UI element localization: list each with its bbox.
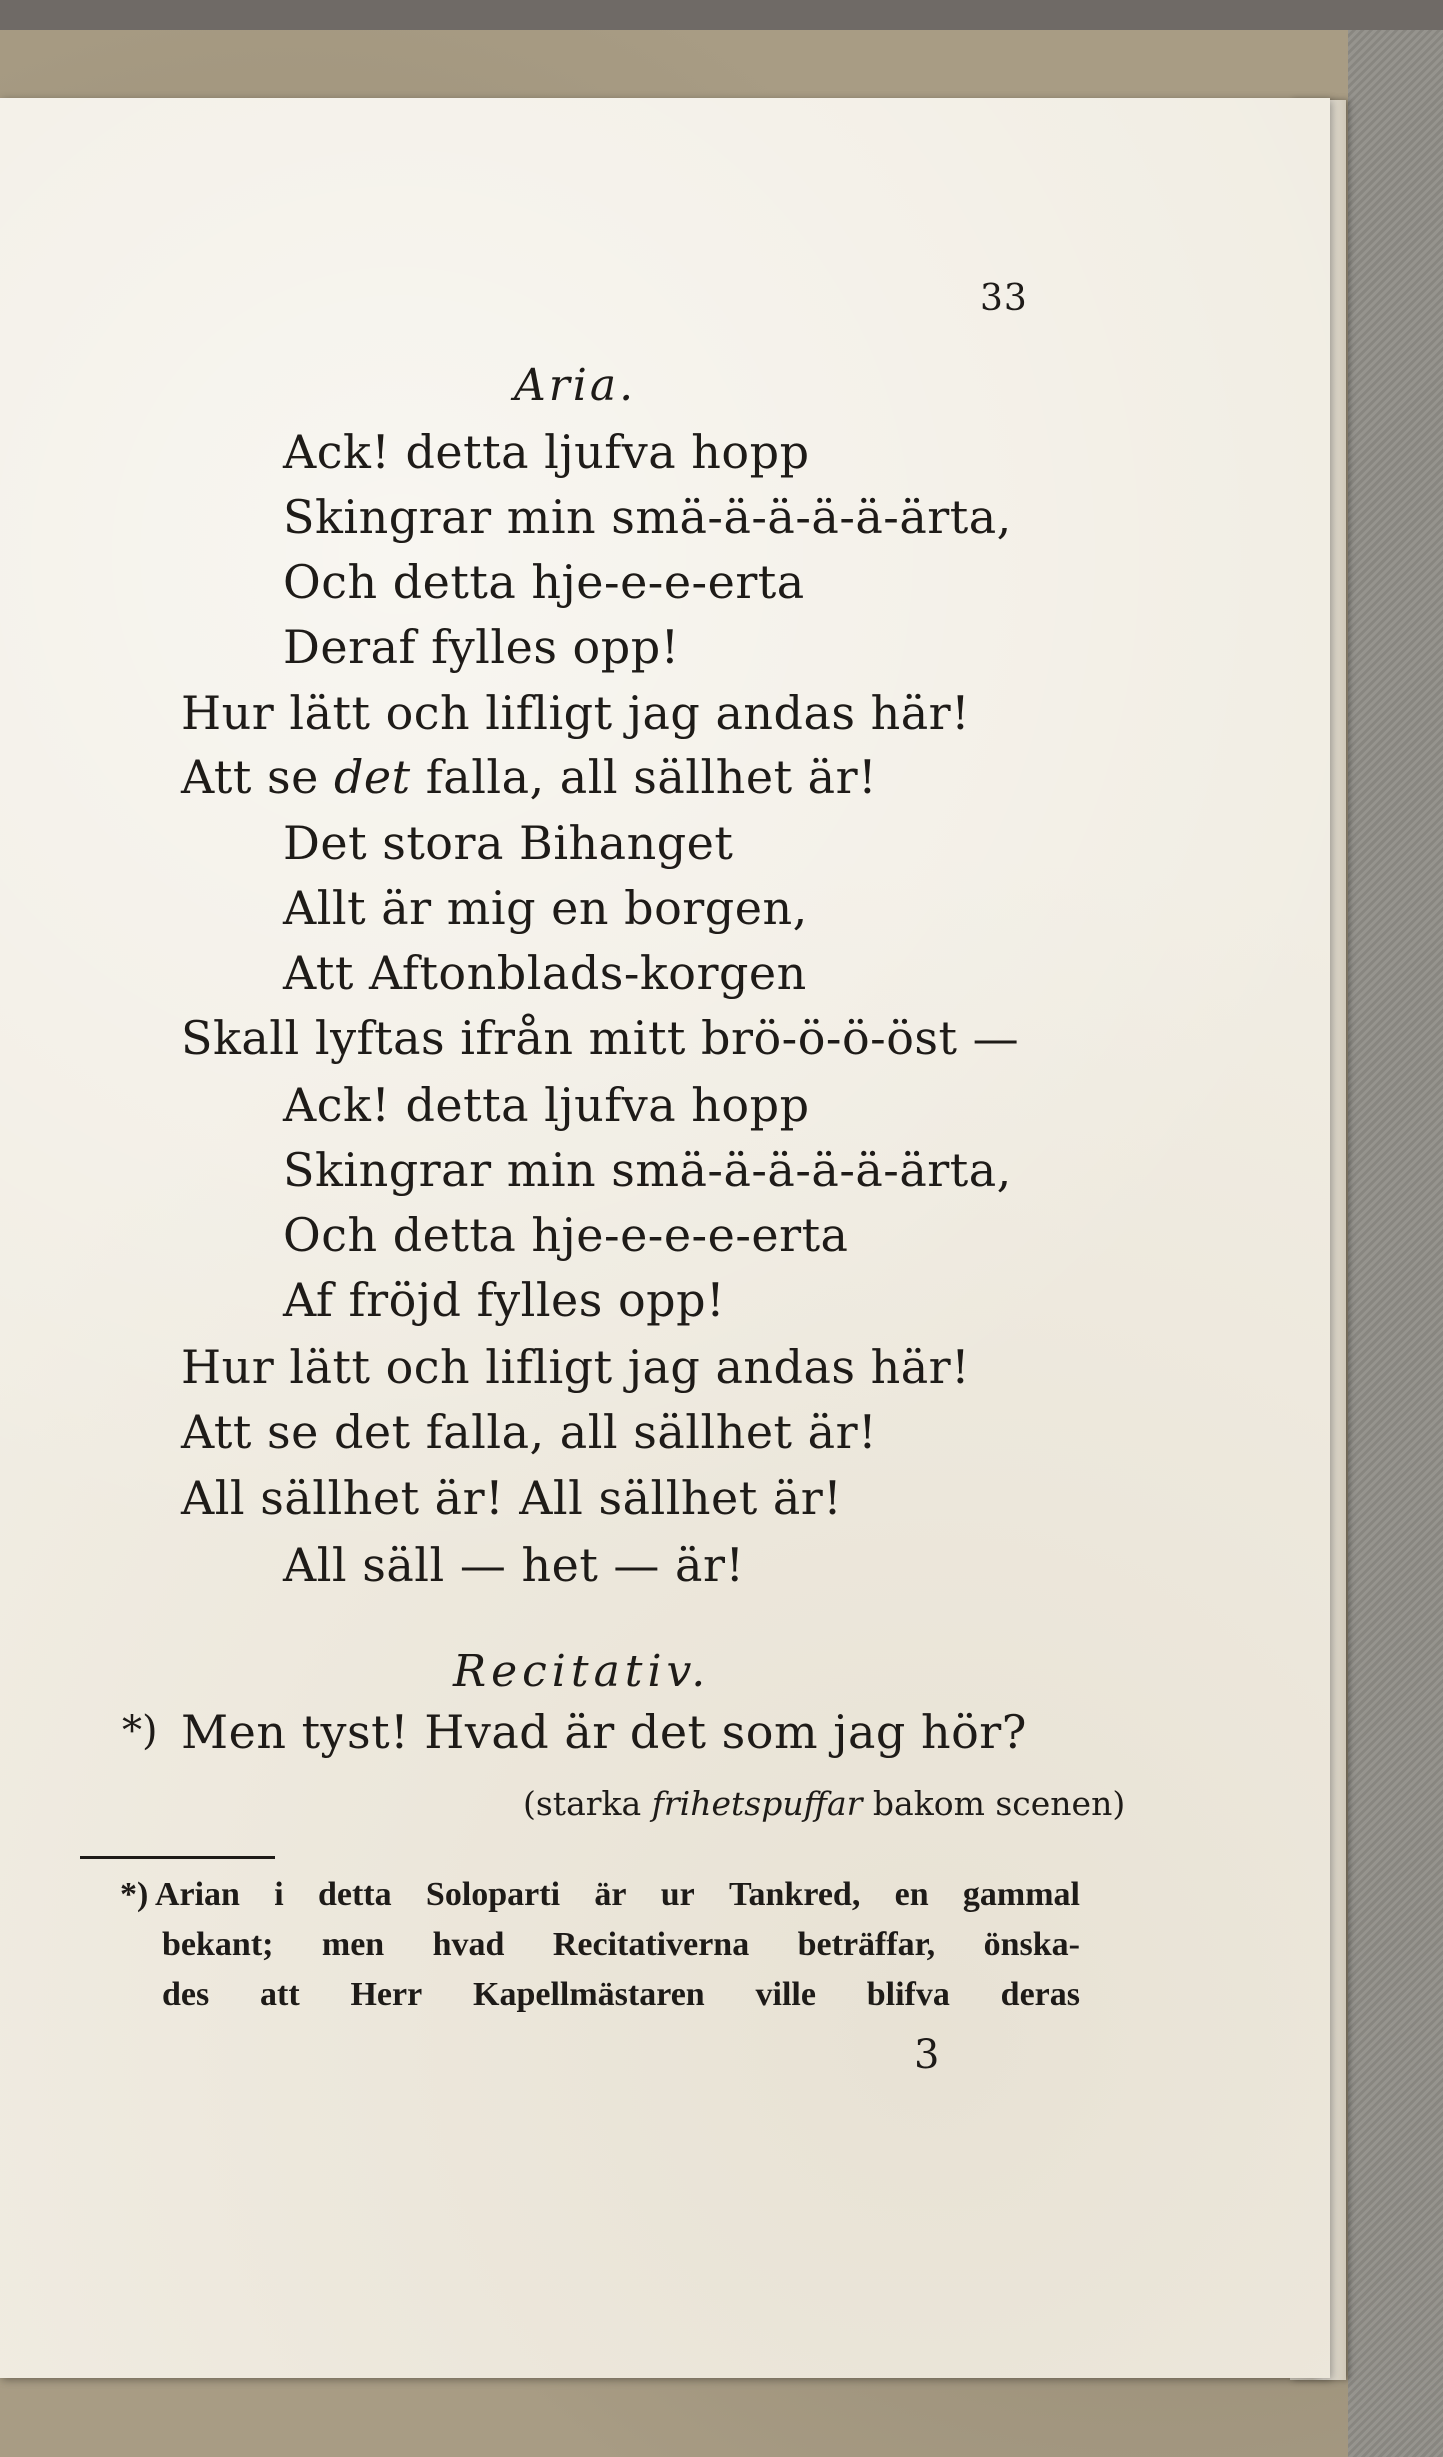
stage-direction-text: (starka: [523, 1784, 652, 1823]
verse-line: All sällhet är! All sällhet är!: [181, 1471, 843, 1525]
footnote-word: en: [894, 1876, 929, 1913]
footnote-word: deras: [1000, 1976, 1080, 2013]
footnote-word: gammal: [962, 1876, 1080, 1913]
footnote-marker: *): [122, 1708, 158, 1754]
stage-direction: [523, 1784, 1125, 1823]
verse-line: Och detta hje-e-e-erta: [283, 555, 805, 609]
verse-line: Det stora Bihanget: [283, 816, 734, 870]
verse-line: Hur lätt och lifligt jag andas här!: [181, 1340, 971, 1394]
stage-direction-emphasis: frihetspuffar: [651, 1784, 863, 1823]
footnote-line: [162, 1976, 1080, 2014]
verse-text: falla, all sällhet är!: [410, 750, 878, 804]
footnote-word: önska-: [983, 1926, 1080, 1963]
footnote-word: att: [260, 1976, 300, 2013]
footnote-word: hvad: [432, 1926, 505, 1963]
footnote-word: Kapellmästaren: [473, 1976, 705, 2013]
footnote-word: Tankred,: [728, 1876, 861, 1913]
footnote-line: [162, 1926, 1080, 1964]
footnote-word: ville: [755, 1976, 816, 2013]
verse-text: Att se: [181, 750, 334, 804]
book-page: [0, 98, 1330, 2378]
verse-line: All säll — het — är!: [283, 1538, 745, 1592]
verse-line: Och detta hje-e-e-e-erta: [283, 1208, 849, 1262]
footnote-rule: [80, 1856, 275, 1859]
scan-top-border: [0, 0, 1443, 30]
verse-line: Ack! detta ljufva hopp: [283, 1078, 810, 1132]
footnote-word: ur: [660, 1876, 695, 1913]
aria-heading: Aria.: [514, 360, 637, 411]
footnote-word: bekant;: [162, 1926, 274, 1963]
footnote-word: men: [321, 1926, 385, 1963]
verse-line: Att se det falla, all sällhet är!: [181, 1405, 878, 1459]
verse-line: Af fröjd fylles opp!: [283, 1273, 726, 1327]
verse-line: Deraf fylles opp!: [283, 620, 680, 674]
verse-line: Skall lyftas ifrån mitt brö-ö-ö-öst —: [181, 1011, 1020, 1065]
footnote-word: beträffar,: [797, 1926, 936, 1963]
verse-line: Skingrar min smä-ä-ä-ä-ä-ärta,: [283, 1143, 1012, 1197]
stage-direction-text: bakom scenen): [862, 1784, 1126, 1823]
footnote-word: des: [162, 1976, 210, 2013]
verse-line: Ack! detta ljufva hopp: [283, 425, 810, 479]
footnote-word: Recitativerna: [552, 1926, 750, 1963]
scan-background: [1348, 30, 1443, 2457]
footnote-word: detta: [317, 1876, 392, 1913]
footnote-word: Herr: [350, 1976, 423, 2013]
recitativ-line: Men tyst! Hvad är det som jag hör?: [181, 1705, 1027, 1759]
verse-emphasis: det: [333, 750, 411, 804]
footnote-word: blifva: [866, 1976, 950, 2013]
verse-line: Att Aftonblads-korgen: [283, 946, 807, 1000]
recitativ-heading: Recitativ.: [453, 1646, 711, 1697]
footnote-word: i: [274, 1876, 284, 1913]
footnote-line: [120, 1876, 1080, 1914]
footnote-word: Soloparti: [425, 1876, 561, 1913]
signature-mark: 3: [914, 2032, 940, 2078]
verse-line: Hur lätt och lifligt jag andas här!: [181, 686, 971, 740]
verse-line: Skingrar min smä-ä-ä-ä-ä-ärta,: [283, 490, 1012, 544]
footnote-word: är: [594, 1876, 627, 1913]
page-number: 33: [980, 278, 1028, 319]
verse-line: Allt är mig en borgen,: [283, 881, 808, 935]
footnote-word: *) Arian: [120, 1876, 240, 1913]
verse-line: [181, 750, 877, 804]
